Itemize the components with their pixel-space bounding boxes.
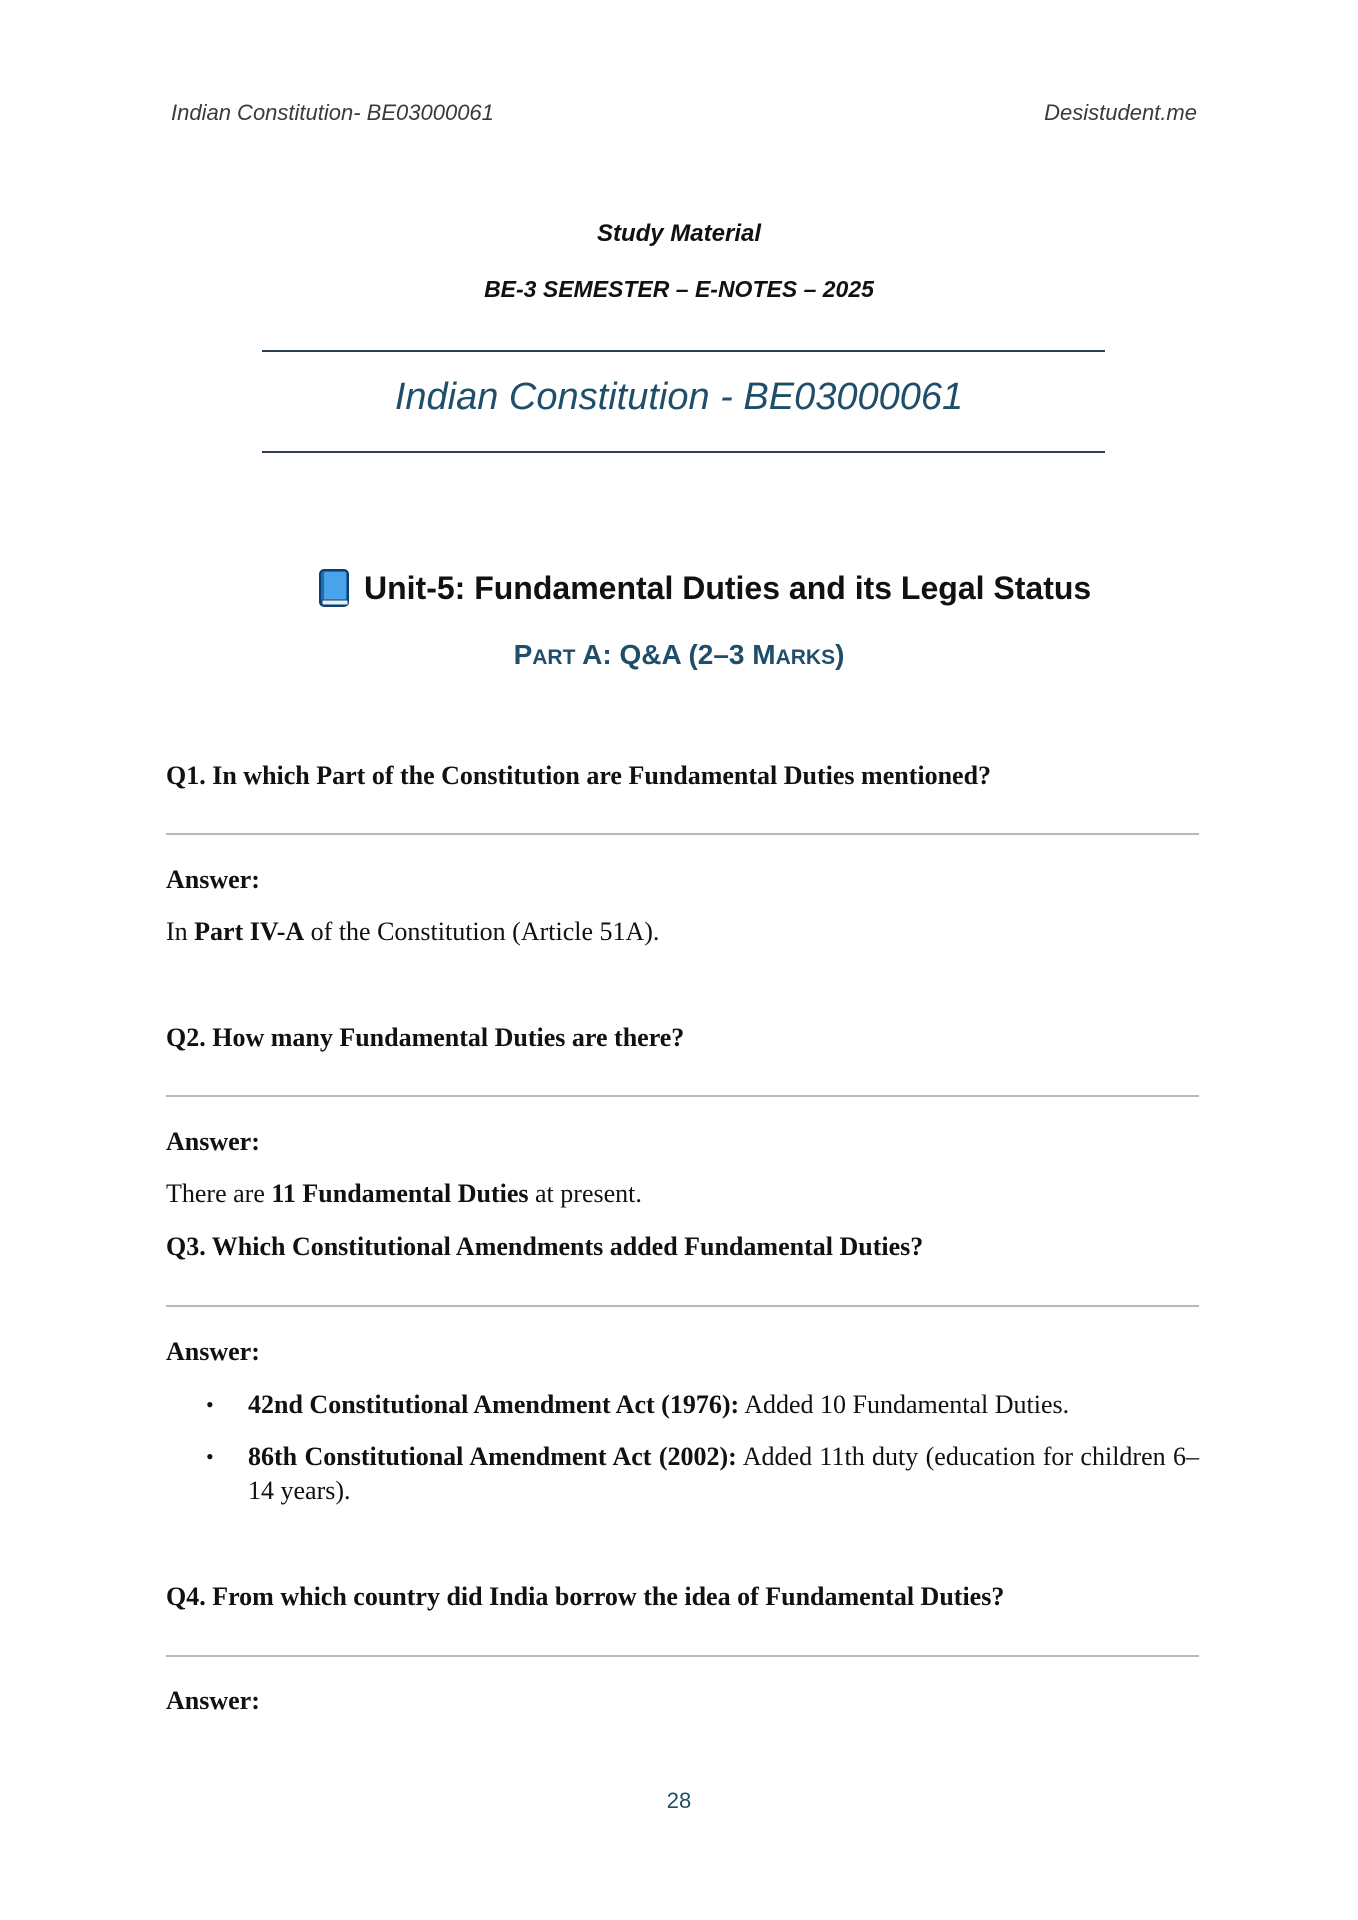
semester-label: BE-3 SEMESTER – E-NOTES – 2025 [484,276,874,302]
part-heading-mid: A: Q&A (2–3 M [575,639,776,670]
title-bottom-rule [262,451,1105,453]
answer-4-label: Answer: [166,1686,260,1715]
answer-3-list [166,1388,1199,1526]
part-heading-p: P [513,639,533,670]
part-heading [0,639,1358,671]
answer-1-text: In Part IV-A of the Constitution (Article 51A). [166,917,660,946]
answer-3-bullet: • 86th Constitutional Amendment Act (2002): Added 11th duty (education for children 6–14 years). [166,1440,1199,1508]
part-heading-end: ) [835,639,845,670]
part-heading-art: ART [532,646,576,669]
running-header-right: Desistudent.me [1044,100,1197,125]
answer-2-label: Answer: [166,1127,260,1156]
question-1: Q1. In which Part of the Constitution are Fundamental Duties mentioned? [166,761,992,790]
question-4: Q4. From which country did India borrow the idea of Fundamental Duties? [166,1582,1005,1611]
question-3: Q3. Which Constitutional Amendments added Fundamental Duties? [166,1232,924,1261]
question-1-rule [166,833,1199,835]
book-icon [318,568,352,608]
answer-2-text: There are 11 Fundamental Duties at present. [166,1179,642,1208]
answer-1-label: Answer: [166,865,260,894]
running-header-left: Indian Constitution- BE03000061 [171,100,494,125]
unit-title: Unit-5: Fundamental Duties and its Legal Status [364,569,1092,606]
question-3-rule [166,1305,1199,1307]
question-2-rule [166,1095,1199,1097]
part-heading-arks: ARKS [775,646,836,669]
unit-heading [318,568,1091,608]
title-top-rule [262,350,1105,352]
document-title: Indian Constitution - BE03000061 [394,376,964,418]
question-4-rule [166,1655,1199,1657]
answer-3-bullet: • 42nd Constitutional Amendment Act (1976): Added 10 Fundamental Duties. [166,1388,1199,1422]
question-2: Q2. How many Fundamental Duties are there? [166,1023,685,1052]
page-number: 28 [666,1788,692,1813]
answer-3-label: Answer: [166,1337,260,1366]
study-material-label: Study Material [596,220,762,247]
